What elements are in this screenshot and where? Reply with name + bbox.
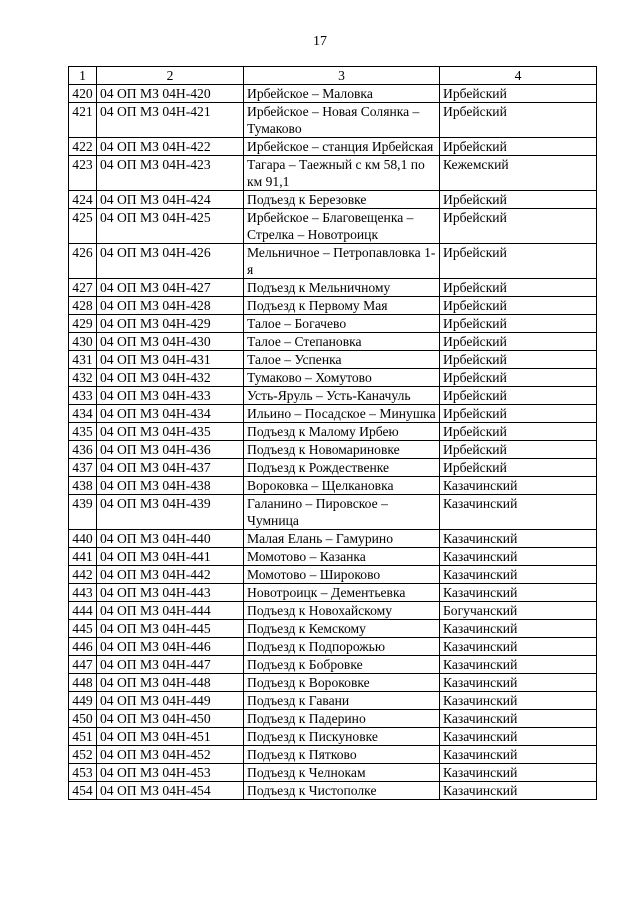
district-name: Ирбейский <box>440 191 597 209</box>
district-name: Казачинский <box>440 548 597 566</box>
table-row <box>69 566 597 584</box>
district-name: Ирбейский <box>440 441 597 459</box>
road-code: 04 ОП МЗ 04Н-446 <box>97 638 244 656</box>
row-number: 439 <box>69 495 97 530</box>
table-row <box>69 209 597 244</box>
road-name: Ирбейское – Благовещенка – Стрелка – Новотроицк <box>244 209 440 244</box>
road-code: 04 ОП МЗ 04Н-427 <box>97 279 244 297</box>
road-name: Момотово – Казанка <box>244 548 440 566</box>
district-name: Ирбейский <box>440 351 597 369</box>
table-row <box>69 369 597 387</box>
row-number: 434 <box>69 405 97 423</box>
table-row <box>69 710 597 728</box>
table-row <box>69 351 597 369</box>
district-name: Кежемский <box>440 156 597 191</box>
column-header-road-name: 3 <box>244 67 440 85</box>
table-row <box>69 782 597 800</box>
row-number: 445 <box>69 620 97 638</box>
page-number: 17 <box>313 34 327 49</box>
column-header-code: 2 <box>97 67 244 85</box>
table-row <box>69 746 597 764</box>
district-name: Ирбейский <box>440 315 597 333</box>
road-code: 04 ОП МЗ 04Н-426 <box>97 244 244 279</box>
column-header-number: 1 <box>69 67 97 85</box>
road-code: 04 ОП МЗ 04Н-433 <box>97 387 244 405</box>
row-number: 443 <box>69 584 97 602</box>
road-name: Подъезд к Кемскому <box>244 620 440 638</box>
road-name: Подъезд к Бобровке <box>244 656 440 674</box>
row-number: 450 <box>69 710 97 728</box>
row-number: 441 <box>69 548 97 566</box>
road-code: 04 ОП МЗ 04Н-447 <box>97 656 244 674</box>
road-code: 04 ОП МЗ 04Н-452 <box>97 746 244 764</box>
road-name: Подъезд к Первому Мая <box>244 297 440 315</box>
header-row <box>69 67 597 85</box>
table-row <box>69 728 597 746</box>
road-code: 04 ОП МЗ 04Н-434 <box>97 405 244 423</box>
district-name: Ирбейский <box>440 387 597 405</box>
road-name: Ирбейское – Новая Солянка – Тумаково <box>244 103 440 138</box>
road-code: 04 ОП МЗ 04Н-442 <box>97 566 244 584</box>
table-body <box>69 85 597 800</box>
row-number: 435 <box>69 423 97 441</box>
district-name: Казачинский <box>440 782 597 800</box>
district-name: Казачинский <box>440 530 597 548</box>
road-code: 04 ОП МЗ 04Н-448 <box>97 674 244 692</box>
road-name: Ильино – Посадское – Минушка <box>244 405 440 423</box>
district-name: Ирбейский <box>440 103 597 138</box>
column-header-district: 4 <box>440 67 597 85</box>
road-code: 04 ОП МЗ 04Н-450 <box>97 710 244 728</box>
road-code: 04 ОП МЗ 04Н-443 <box>97 584 244 602</box>
road-code: 04 ОП МЗ 04Н-424 <box>97 191 244 209</box>
row-number: 430 <box>69 333 97 351</box>
district-name: Ирбейский <box>440 209 597 244</box>
district-name: Ирбейский <box>440 423 597 441</box>
road-code: 04 ОП МЗ 04Н-441 <box>97 548 244 566</box>
road-code: 04 ОП МЗ 04Н-432 <box>97 369 244 387</box>
road-name: Тагара – Таежный с км 58,1 по км 91,1 <box>244 156 440 191</box>
district-name: Казачинский <box>440 584 597 602</box>
district-name: Казачинский <box>440 495 597 530</box>
row-number: 427 <box>69 279 97 297</box>
road-name: Тумаково – Хомутово <box>244 369 440 387</box>
district-name: Ирбейский <box>440 297 597 315</box>
row-number: 425 <box>69 209 97 244</box>
road-name: Момотово – Широково <box>244 566 440 584</box>
road-name: Подъезд к Новомариновке <box>244 441 440 459</box>
district-name: Ирбейский <box>440 405 597 423</box>
row-number: 451 <box>69 728 97 746</box>
road-name: Подъезд к Гавани <box>244 692 440 710</box>
district-name: Казачинский <box>440 728 597 746</box>
district-name: Казачинский <box>440 566 597 584</box>
table-row <box>69 620 597 638</box>
district-name: Ирбейский <box>440 279 597 297</box>
row-number: 424 <box>69 191 97 209</box>
table-row <box>69 602 597 620</box>
table-row <box>69 441 597 459</box>
table-row <box>69 674 597 692</box>
table-row <box>69 191 597 209</box>
road-name: Ирбейское – станция Ирбейская <box>244 138 440 156</box>
road-name: Подъезд к Пятково <box>244 746 440 764</box>
road-code: 04 ОП МЗ 04Н-439 <box>97 495 244 530</box>
road-name: Подъезд к Вороковке <box>244 674 440 692</box>
road-code: 04 ОП МЗ 04Н-445 <box>97 620 244 638</box>
district-name: Ирбейский <box>440 459 597 477</box>
road-code: 04 ОП МЗ 04Н-430 <box>97 333 244 351</box>
road-code: 04 ОП МЗ 04Н-423 <box>97 156 244 191</box>
row-number: 422 <box>69 138 97 156</box>
row-number: 426 <box>69 244 97 279</box>
road-name: Вороковка – Щелкановка <box>244 477 440 495</box>
road-code: 04 ОП МЗ 04Н-425 <box>97 209 244 244</box>
road-code: 04 ОП МЗ 04Н-453 <box>97 764 244 782</box>
table-row <box>69 638 597 656</box>
road-name: Подъезд к Малому Ирбею <box>244 423 440 441</box>
road-name: Подъезд к Челнокам <box>244 764 440 782</box>
table-row <box>69 138 597 156</box>
row-number: 428 <box>69 297 97 315</box>
row-number: 437 <box>69 459 97 477</box>
table-row <box>69 530 597 548</box>
road-name: Малая Елань – Гамурино <box>244 530 440 548</box>
district-name: Богучанский <box>440 602 597 620</box>
road-code: 04 ОП МЗ 04Н-428 <box>97 297 244 315</box>
table-row <box>69 764 597 782</box>
road-code: 04 ОП МЗ 04Н-420 <box>97 85 244 103</box>
table-row <box>69 477 597 495</box>
row-number: 432 <box>69 369 97 387</box>
table-row <box>69 387 597 405</box>
road-name: Талое – Успенка <box>244 351 440 369</box>
road-code: 04 ОП МЗ 04Н-444 <box>97 602 244 620</box>
row-number: 446 <box>69 638 97 656</box>
row-number: 449 <box>69 692 97 710</box>
row-number: 447 <box>69 656 97 674</box>
table-row <box>69 405 597 423</box>
road-name: Подъезд к Чистополке <box>244 782 440 800</box>
row-number: 448 <box>69 674 97 692</box>
road-name: Подъезд к Березовке <box>244 191 440 209</box>
road-code: 04 ОП МЗ 04Н-454 <box>97 782 244 800</box>
road-name: Талое – Степановка <box>244 333 440 351</box>
district-name: Казачинский <box>440 746 597 764</box>
road-code: 04 ОП МЗ 04Н-429 <box>97 315 244 333</box>
row-number: 452 <box>69 746 97 764</box>
row-number: 438 <box>69 477 97 495</box>
road-name: Подъезд к Пискуновке <box>244 728 440 746</box>
road-name: Подъезд к Рождественке <box>244 459 440 477</box>
table-row <box>69 584 597 602</box>
table-row <box>69 244 597 279</box>
table-row <box>69 656 597 674</box>
road-code: 04 ОП МЗ 04Н-421 <box>97 103 244 138</box>
table-row <box>69 85 597 103</box>
district-name: Ирбейский <box>440 244 597 279</box>
row-number: 442 <box>69 566 97 584</box>
row-number: 423 <box>69 156 97 191</box>
road-code: 04 ОП МЗ 04Н-440 <box>97 530 244 548</box>
district-name: Казачинский <box>440 710 597 728</box>
row-number: 429 <box>69 315 97 333</box>
road-name: Мельничное – Петропавловка 1-я <box>244 244 440 279</box>
table-row <box>69 692 597 710</box>
district-name: Казачинский <box>440 656 597 674</box>
district-name: Казачинский <box>440 638 597 656</box>
road-name: Ирбейское – Маловка <box>244 85 440 103</box>
row-number: 440 <box>69 530 97 548</box>
road-code: 04 ОП МЗ 04Н-431 <box>97 351 244 369</box>
road-code: 04 ОП МЗ 04Н-451 <box>97 728 244 746</box>
road-name: Подъезд к Падерино <box>244 710 440 728</box>
table-row <box>69 279 597 297</box>
road-code: 04 ОП МЗ 04Н-436 <box>97 441 244 459</box>
road-code: 04 ОП МЗ 04Н-435 <box>97 423 244 441</box>
road-name: Подъезд к Новохайскому <box>244 602 440 620</box>
table-row <box>69 548 597 566</box>
table-row <box>69 459 597 477</box>
table-row <box>69 156 597 191</box>
district-name: Казачинский <box>440 620 597 638</box>
table-row <box>69 423 597 441</box>
district-name: Казачинский <box>440 477 597 495</box>
row-number: 453 <box>69 764 97 782</box>
road-name: Усть-Яруль – Усть-Каначуль <box>244 387 440 405</box>
table-row <box>69 495 597 530</box>
district-name: Казачинский <box>440 692 597 710</box>
row-number: 420 <box>69 85 97 103</box>
road-code: 04 ОП МЗ 04Н-438 <box>97 477 244 495</box>
road-name: Подъезд к Подпорожью <box>244 638 440 656</box>
district-name: Казачинский <box>440 674 597 692</box>
row-number: 433 <box>69 387 97 405</box>
row-number: 431 <box>69 351 97 369</box>
row-number: 454 <box>69 782 97 800</box>
table-row <box>69 315 597 333</box>
road-name: Талое – Богачево <box>244 315 440 333</box>
table-row <box>69 333 597 351</box>
district-name: Казачинский <box>440 764 597 782</box>
district-name: Ирбейский <box>440 369 597 387</box>
road-code: 04 ОП МЗ 04Н-449 <box>97 692 244 710</box>
row-number: 444 <box>69 602 97 620</box>
district-name: Ирбейский <box>440 333 597 351</box>
row-number: 421 <box>69 103 97 138</box>
road-name: Подъезд к Мельничному <box>244 279 440 297</box>
roads-table <box>68 66 597 800</box>
road-code: 04 ОП МЗ 04Н-422 <box>97 138 244 156</box>
district-name: Ирбейский <box>440 85 597 103</box>
road-code: 04 ОП МЗ 04Н-437 <box>97 459 244 477</box>
road-name: Галанино – Пировское – Чумница <box>244 495 440 530</box>
road-name: Новотроицк – Дементьевка <box>244 584 440 602</box>
table-row <box>69 297 597 315</box>
row-number: 436 <box>69 441 97 459</box>
district-name: Ирбейский <box>440 138 597 156</box>
table-row <box>69 103 597 138</box>
